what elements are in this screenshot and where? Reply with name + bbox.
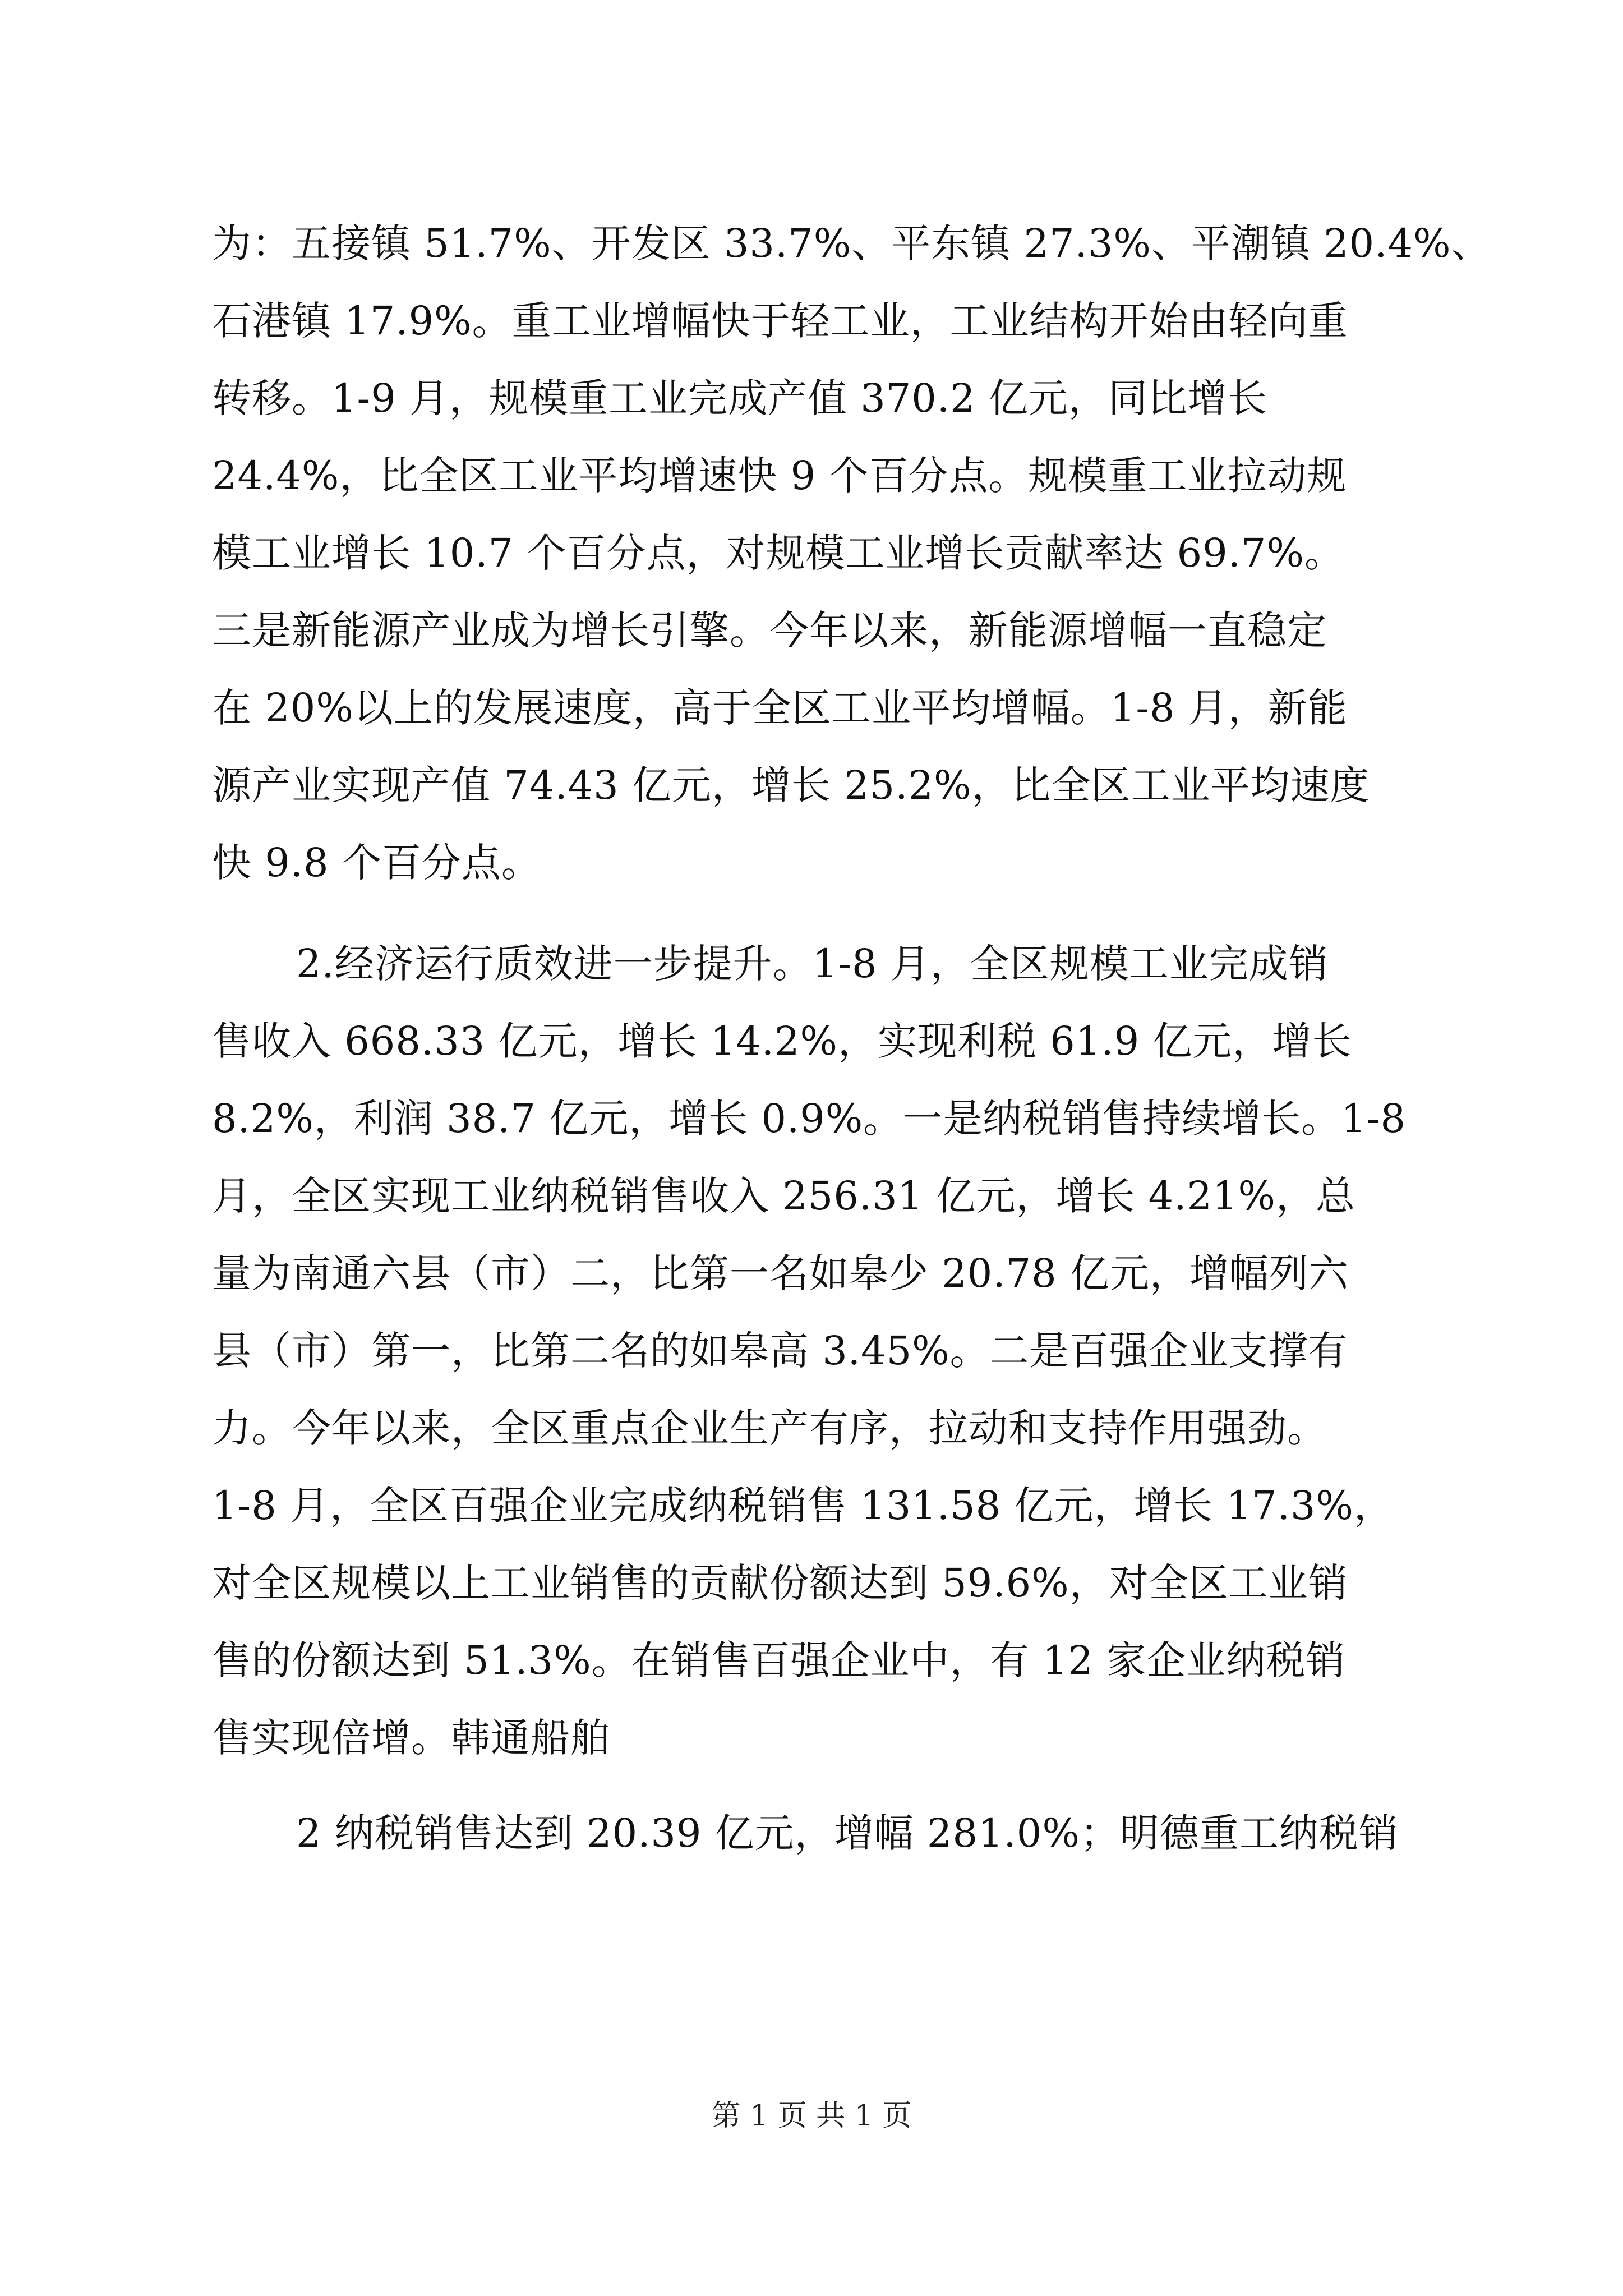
body-text-line: 8.2%，利润 38.7 亿元，增长 0.9%。一是纳税销售持续增长。1-8 (212, 1096, 1407, 1142)
body-text-line: 1-8 月，全区百强企业完成纳税销售 131.58 亿元，增长 17.3%， (212, 1483, 1394, 1529)
body-text-line: 石港镇 17.9%。重工业增幅快于轻工业，工业结构开始由轻向重 (212, 298, 1348, 344)
body-text-line: 力。今年以来，全区重点企业生产有序，拉动和支持作用强劲。 (212, 1405, 1327, 1451)
body-text-line: 售实现倍增。韩通船舶 (212, 1715, 610, 1761)
body-text-line: 月，全区实现工业纳税销售收入 256.31 亿元，增长 4.21%，总 (212, 1173, 1356, 1219)
body-text-line: 售收入 668.33 亿元，增长 14.2%，实现利税 61.9 亿元，增长 (212, 1018, 1352, 1064)
page-footer: 第 1 页 共 1 页 (711, 2099, 912, 2133)
body-text-line: 三是新能源产业成为增长引擎。今年以来，新能源增幅一直稳定 (212, 608, 1327, 654)
body-text-line: 快 9.8 个百分点。 (212, 840, 541, 886)
body-text-line: 量为南通六县（市）二，比第一名如皋少 20.78 亿元，增幅列六 (212, 1250, 1349, 1296)
body-text-line: 24.4%，比全区工业平均增速快 9 个百分点。规模重工业拉动规 (212, 453, 1347, 499)
body-text-line: 对全区规模以上工业销售的贡献份额达到 59.6%，对全区工业销 (212, 1560, 1348, 1606)
body-text-line: 在 20%以上的发展速度，高于全区工业平均增幅。1-8 月，新能 (212, 685, 1348, 731)
body-text-line: 为：五接镇 51.7%、开发区 33.7%、平东镇 27.3%、平潮镇 20.4%、 (212, 220, 1491, 266)
body-text-line: 售的份额达到 51.3%。在销售百强企业中，有 12 家企业纳税销 (212, 1637, 1346, 1683)
paragraph-start-line: 2.经济运行质效进一步提升。1-8 月，全区规模工业完成销 (296, 941, 1329, 987)
paragraph-start-line: 2 纳税销售达到 20.39 亿元，增幅 281.0%；明德重工纳税销 (296, 1810, 1399, 1856)
body-text-line: 源产业实现产值 74.43 亿元，增长 25.2%，比全区工业平均速度 (212, 762, 1370, 808)
body-text-line: 模工业增长 10.7 个百分点，对规模工业增长贡献率达 69.7%。 (212, 530, 1344, 576)
body-text-line: 县（市）第一，比第二名的如皋高 3.45%。二是百强企业支撑有 (212, 1328, 1348, 1374)
body-text-line: 转移。1-9 月，规模重工业完成产值 370.2 亿元，同比增长 (212, 375, 1267, 421)
